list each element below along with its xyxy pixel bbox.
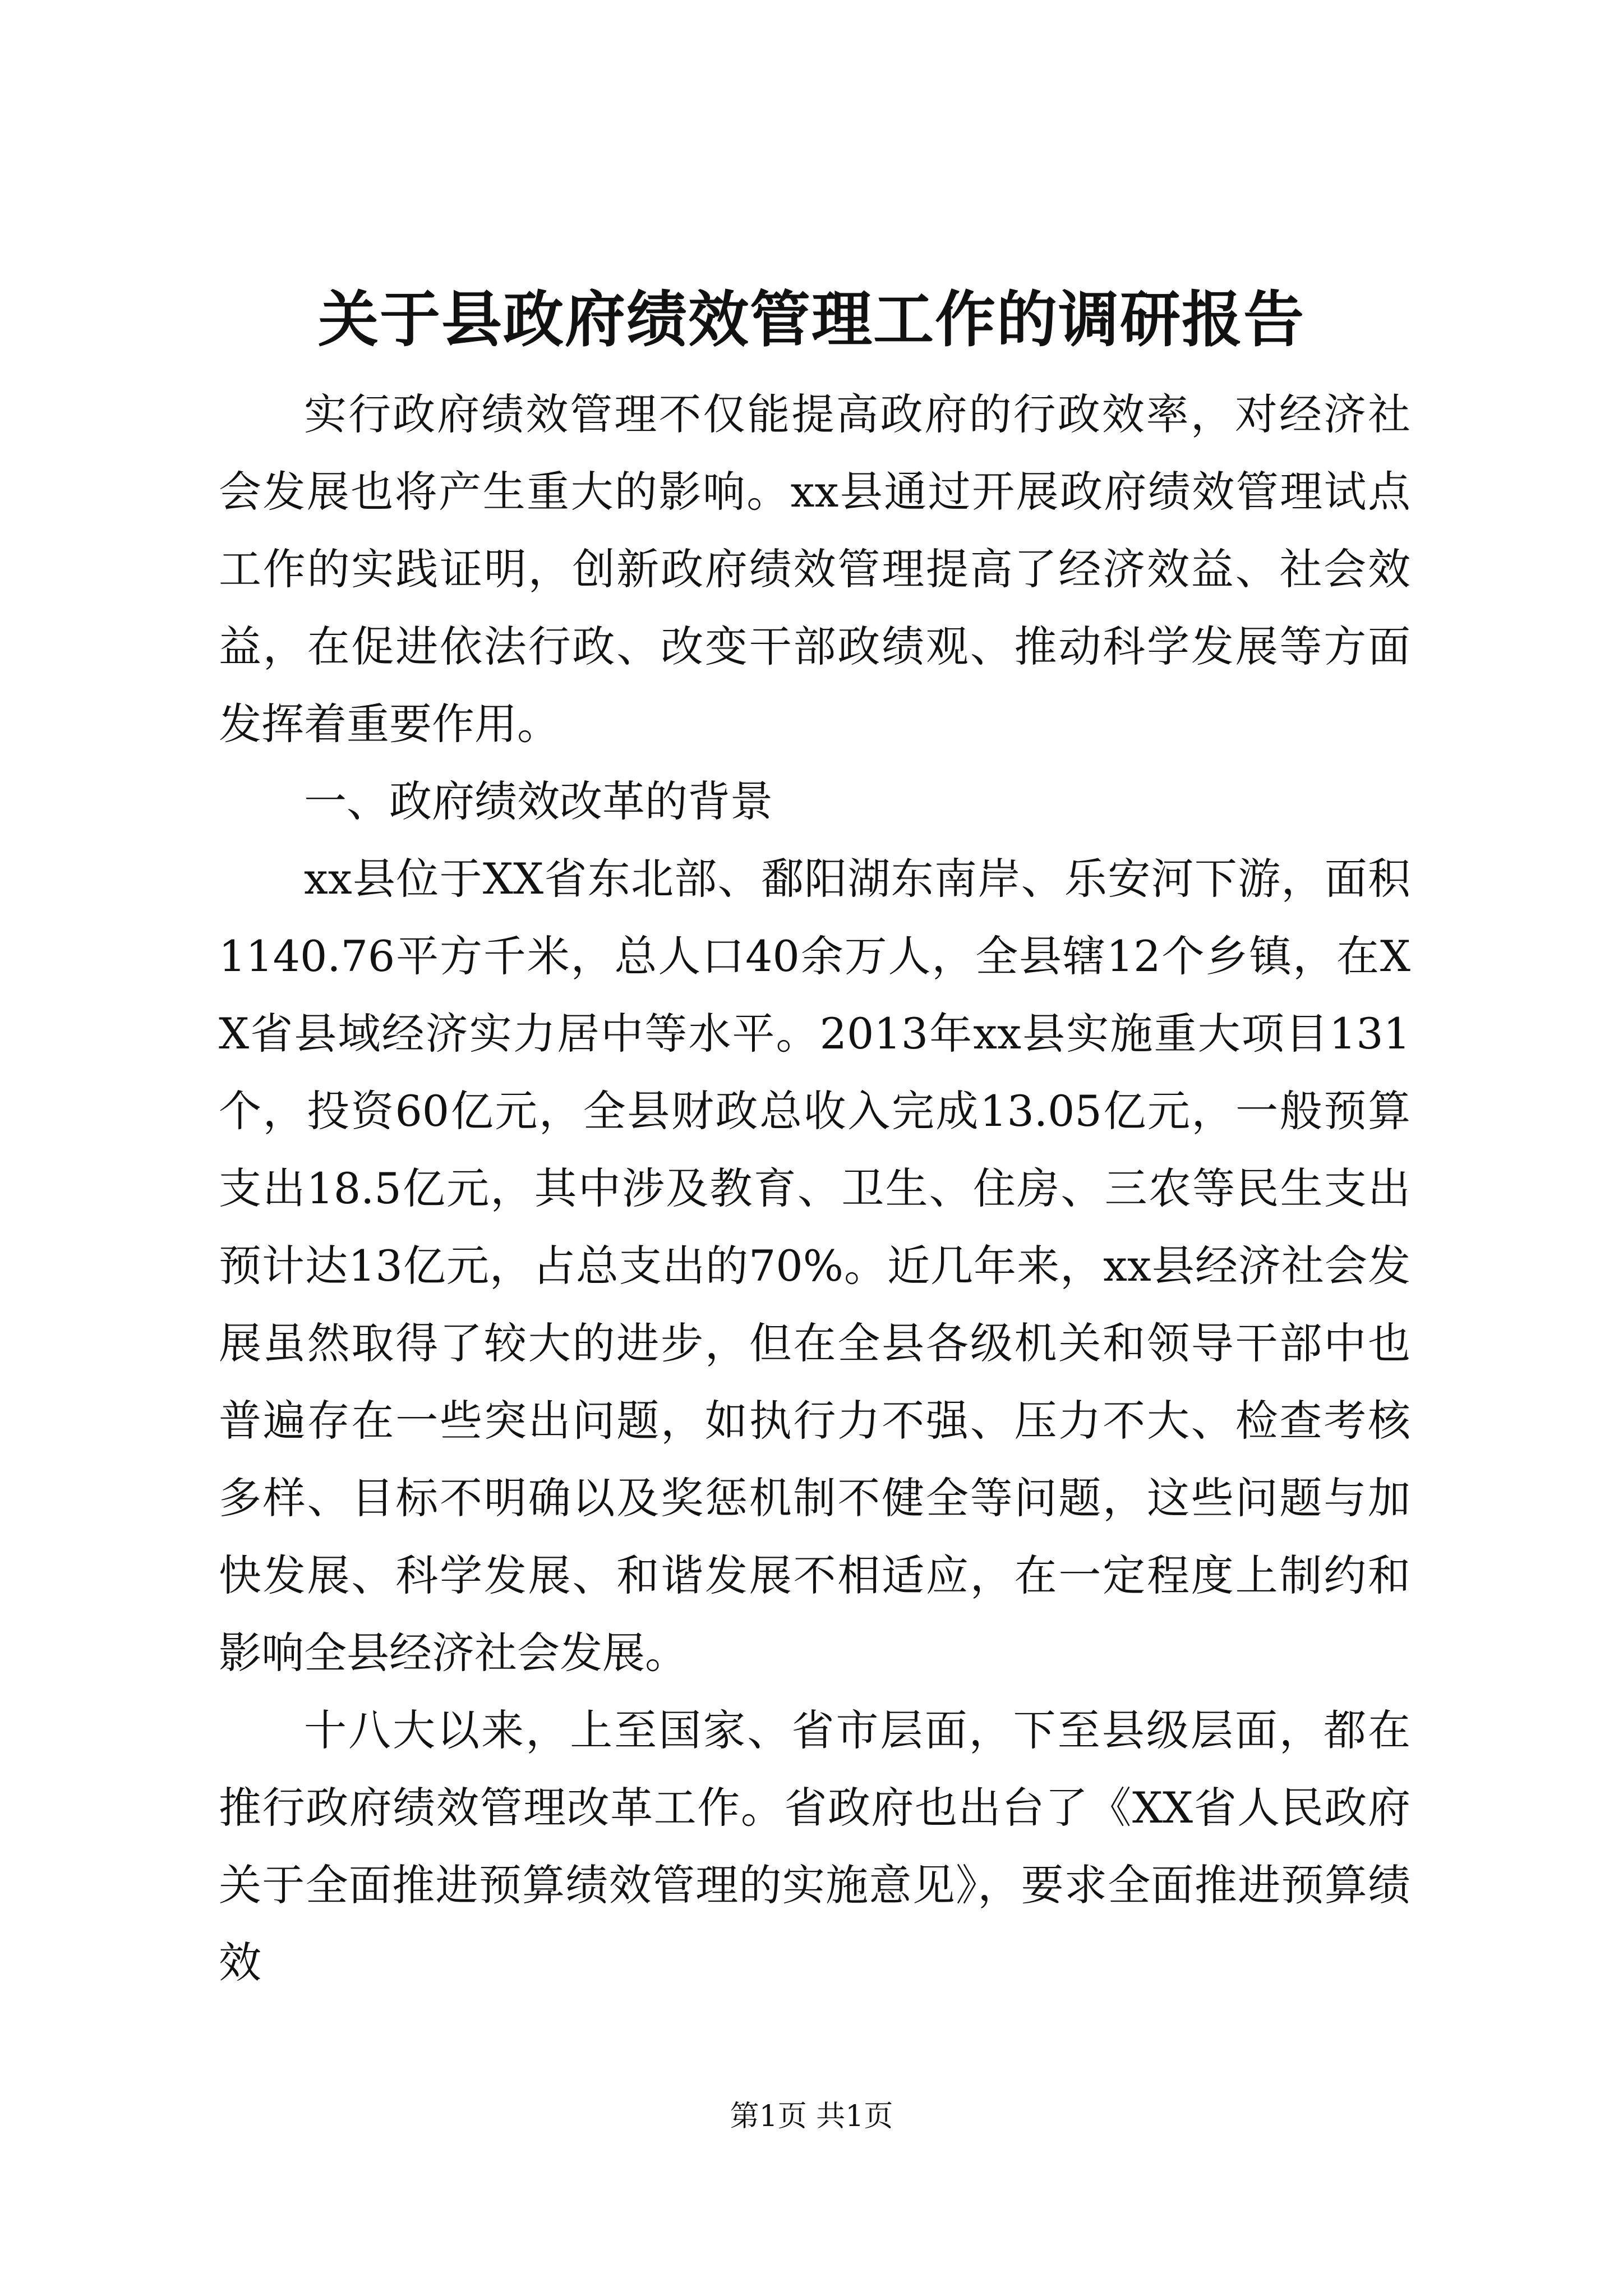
document-body [219,376,1410,2001]
paragraph-intro: 实行政府绩效管理不仅能提高政府的行政效率，对经济社会发展也将产生重大的影响。xx县通过开展政府绩效管理试点工作的实践证明，创新政府绩效管理提高了经济效益、社会效益，在促进依法行政、改变干部政绩观、推动科学发展等方面发挥着重要作用。 [219,389,1410,749]
paragraph-county-overview: xx县位于XX省东北部、鄱阳湖东南岸、乐安河下游，面积1140.76平方千米，总人口40余万人，全县辖12个乡镇，在XX省县域经济实力居中等水平。2013年xx县实施重大项目131个，投资60亿元，全县财政总收入完成13.05亿元，一般预算支出18.5亿元，其中涉及教育、卫生、住房、三农等民生支出预计达13亿元，占总支出的70%。近几年来，xx县经济社会发展虽然取得了较大的进步，但在全县各级机关和领导干部中也普遍存在一些突出问题，如执行力不强、压力不大、检查考核多样、目标不明确以及奖惩机制不健全等问题，这些问题与加快发展、科学发展、和谐发展不相适应，在一定程度上制约和影响全县经济社会发展。 [219,854,1410,1678]
page-footer: 第1页 共1页 [730,2100,893,2133]
section-heading-background: 一、政府绩效改革的背景 [304,776,773,826]
document-title: 关于县政府绩效管理工作的调研报告 [317,284,1305,355]
paragraph-reform-context: 十八大以来，上至国家、省市层面，下至县级层面，都在推行政府绩效管理改革工作。省政府也出台了《XX省人民政府关于全面推进预算绩效管理的实施意见》，要求全面推进预算绩效 [219,1705,1410,1987]
